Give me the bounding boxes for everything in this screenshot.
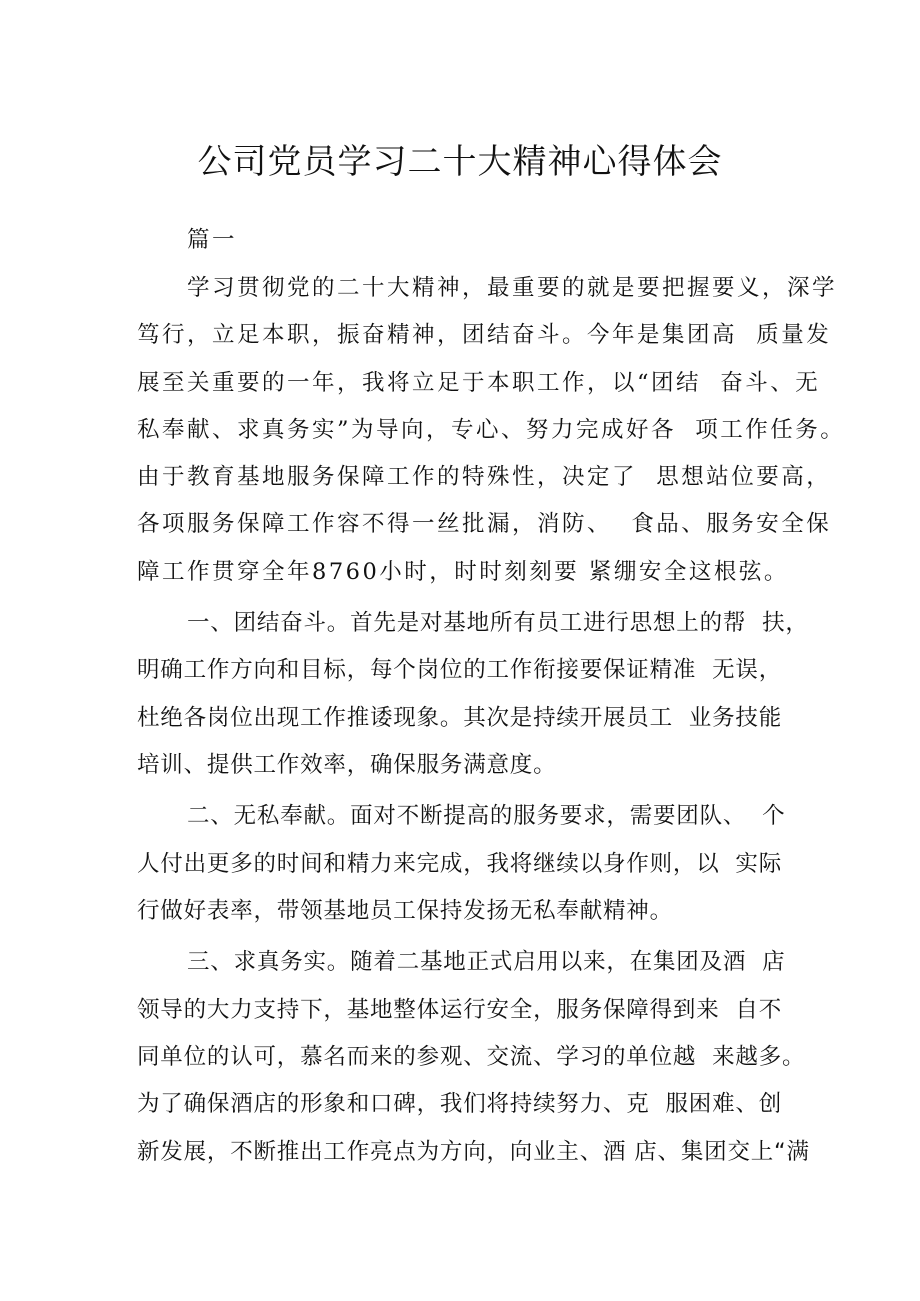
document-title: 公司党员学习二十大精神心得体会 [197,142,723,182]
paragraph-line: 由于教育基地服务保障工作的特殊性，决定了 思想站位要高， [137,464,832,490]
paragraph-line: 一、团结奋斗。首先是对基地所有员工进行思想上的帮 扶， [187,610,809,636]
paragraph-line: 行做好表率，带领基地员工保持发扬无私奉献精神。 [137,898,673,924]
paragraph-line: 笃行，立足本职，振奋精神，团结奋斗。今年是集团高 质量发 [137,322,832,348]
paragraph-line: 学习贯彻党的二十大精神，最重要的就是要把握要义，深学 [187,275,838,301]
paragraph-line: 杜绝各岗位出现工作推诿现象。其次是持续开展员工 业务技能 [137,705,783,731]
paragraph-line: 私奉献、求真务实”为导向，专心、努力完成好各 项工作任务。 [137,417,846,443]
paragraph-line: 培训、提供工作效率，确保服务满意度。 [137,752,557,778]
paragraph-line: 二、无私奉献。面对不断提高的服务要求，需要团队、 个 [187,803,786,829]
paragraph-line: 三、求真务实。随着二基地正式启用以来，在集团及酒 店 [187,949,786,975]
paragraph-line: 人付出更多的时间和精力来完成，我将继续以身作则，以 实际 [137,851,783,877]
paragraph-line: 领导的大力支持下，基地整体运行安全，服务保障得到来 自不 [137,997,783,1023]
paragraph-line: 展至关重要的一年，我将立足于本职工作，以“团结 奋斗、无 [137,370,821,396]
paragraph-line: 障工作贯穿全年8760小时，时时刻刻要 紧绷安全这根弦。 [137,559,789,585]
paragraph-line: 为了确保酒店的形象和口碑，我们将持续努力、克 服困难、创 [137,1091,783,1117]
paragraph-line: 同单位的认可，慕名而来的参观、交流、学习的单位越 来越多。 [137,1044,806,1070]
paragraph-line: 新发展，不断推出工作亮点为方向，向业主、酒 店、集团交上“满 [137,1139,810,1165]
paragraph-line: 各项服务保障工作容不得一丝批漏，消防、 食品、服务安全保 [137,511,832,537]
paragraph-line: 明确工作方向和目标，每个岗位的工作衔接要保证精准 无误， [137,657,783,683]
section-label: 篇一 [187,227,238,253]
